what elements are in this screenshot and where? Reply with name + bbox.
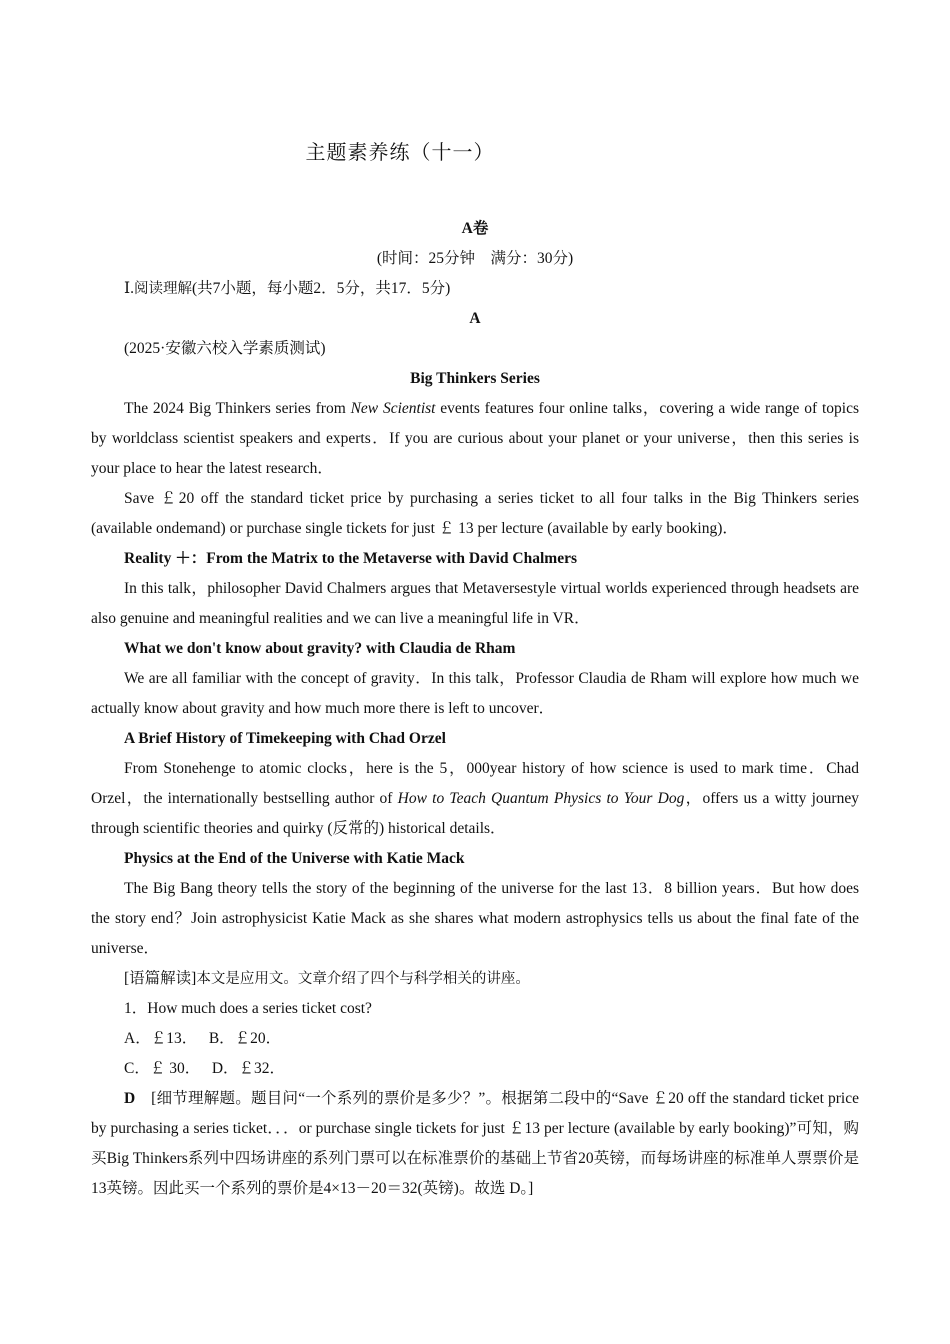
volume-label: A卷	[461, 220, 489, 237]
explanation-text: [细节理解题。题目问“一个系列的票价是多少？”。根据第二段中的“Save ￡20 off the standard ticket price by purchasing a series ticket．．．or purchase single tickets for just ￡13 per lecture (available by early booking)”可知，购买Big Thinkers系列中四场讲座的系列门票可以在标准票价的基础上节省20英镑，而每场讲座的标准单人票票价是13英镑。因此买一个系列的票价是4×13－20＝32(英镑)。故选 D。]	[91, 1090, 859, 1197]
intro-publication: New Scientist	[350, 400, 436, 417]
talk-title: Physics at the End of the Universe with Katie Mack	[124, 850, 465, 867]
part-heading	[91, 274, 859, 304]
document-body	[91, 214, 859, 1204]
passage-source: (2025·安徽六校入学素质测试)	[124, 340, 326, 357]
talk-text: In this talk，philosopher David Chalmers argues that Metaversestyle virtual worlds experienced through headsets are also genuine and meaningful realities and we can live a meaningful life in VR．	[91, 580, 859, 627]
intro-text-b: events features four online talks，covering a wide range of topics by worldclass scientist speakers and experts．If you are curious about your planet or your universe，then this series is your place to hear the latest research．	[91, 400, 859, 477]
passage-heading: Big Thinkers Series	[410, 370, 540, 387]
analysis-text: 本文是应用文。文章介绍了四个与科学相关的讲座。	[196, 971, 530, 987]
part-detail: (共7小题，每小题2．5分，共17．5分)	[192, 280, 451, 297]
intro-paragraph-2: Save ￡20 off the standard ticket price by purchasing a series ticket to all four talks in the Big Thinkers series (available ondemand) or purchase single tickets for just ￡ 13 per lecture (available by early booking)．	[91, 490, 859, 537]
answer-letter: D	[124, 1090, 136, 1107]
answer-explanation	[91, 1084, 859, 1204]
passage-letter: A	[469, 310, 481, 327]
book-title: How to Teach Quantum Physics to Your Dog	[397, 790, 685, 807]
part-label: Ⅰ.	[124, 280, 134, 297]
talk-title: Reality ＋：From the Matrix to the Metaverse with David Chalmers	[124, 550, 577, 567]
discourse-analysis	[91, 964, 859, 994]
analysis-label: [语篇解读]	[124, 970, 197, 987]
talk-text	[91, 754, 859, 844]
talk-title: What we don't know about gravity? with Claudia de Rham	[124, 640, 516, 657]
question-options: A．￡13． B．￡20．	[124, 1030, 282, 1047]
time-info: (时间：25分钟 满分：30分)	[376, 250, 574, 267]
talk-text: The Big Bang theory tells the story of the beginning of the universe for the last 13．8 billion years．But how does the story end？Join astrophysicist Katie Mack as she shares what modern astrophysics tells us about the final fate of the universe．	[91, 880, 859, 957]
part-name: 阅读理解	[134, 281, 192, 297]
question-options: C．￡ 30． D．￡32．	[124, 1060, 286, 1077]
intro-text-a: The 2024 Big Thinkers series from	[124, 400, 351, 417]
page-title: 主题素养练（十一）	[305, 140, 495, 164]
talk-text-b: ，offers us a witty journey through scientific theories and quirky (反常的) historical details．	[91, 790, 859, 837]
talk-title: A Brief History of Timekeeping with Chad Orzel	[124, 730, 446, 747]
intro-paragraph-1	[91, 394, 859, 484]
talk-text: We are all familiar with the concept of gravity．In this talk，Professor Claudia de Rham will explore how much we actually know about gravity and how much more there is left to uncover．	[91, 670, 859, 717]
question-stem: 1．How much does a series ticket cost?	[124, 1000, 372, 1017]
talk-text-a: From Stonehenge to atomic clocks，here is the 5，000year history of how science is used to mark time．Chad Orzel，the internationally bestselling author of	[91, 760, 859, 807]
